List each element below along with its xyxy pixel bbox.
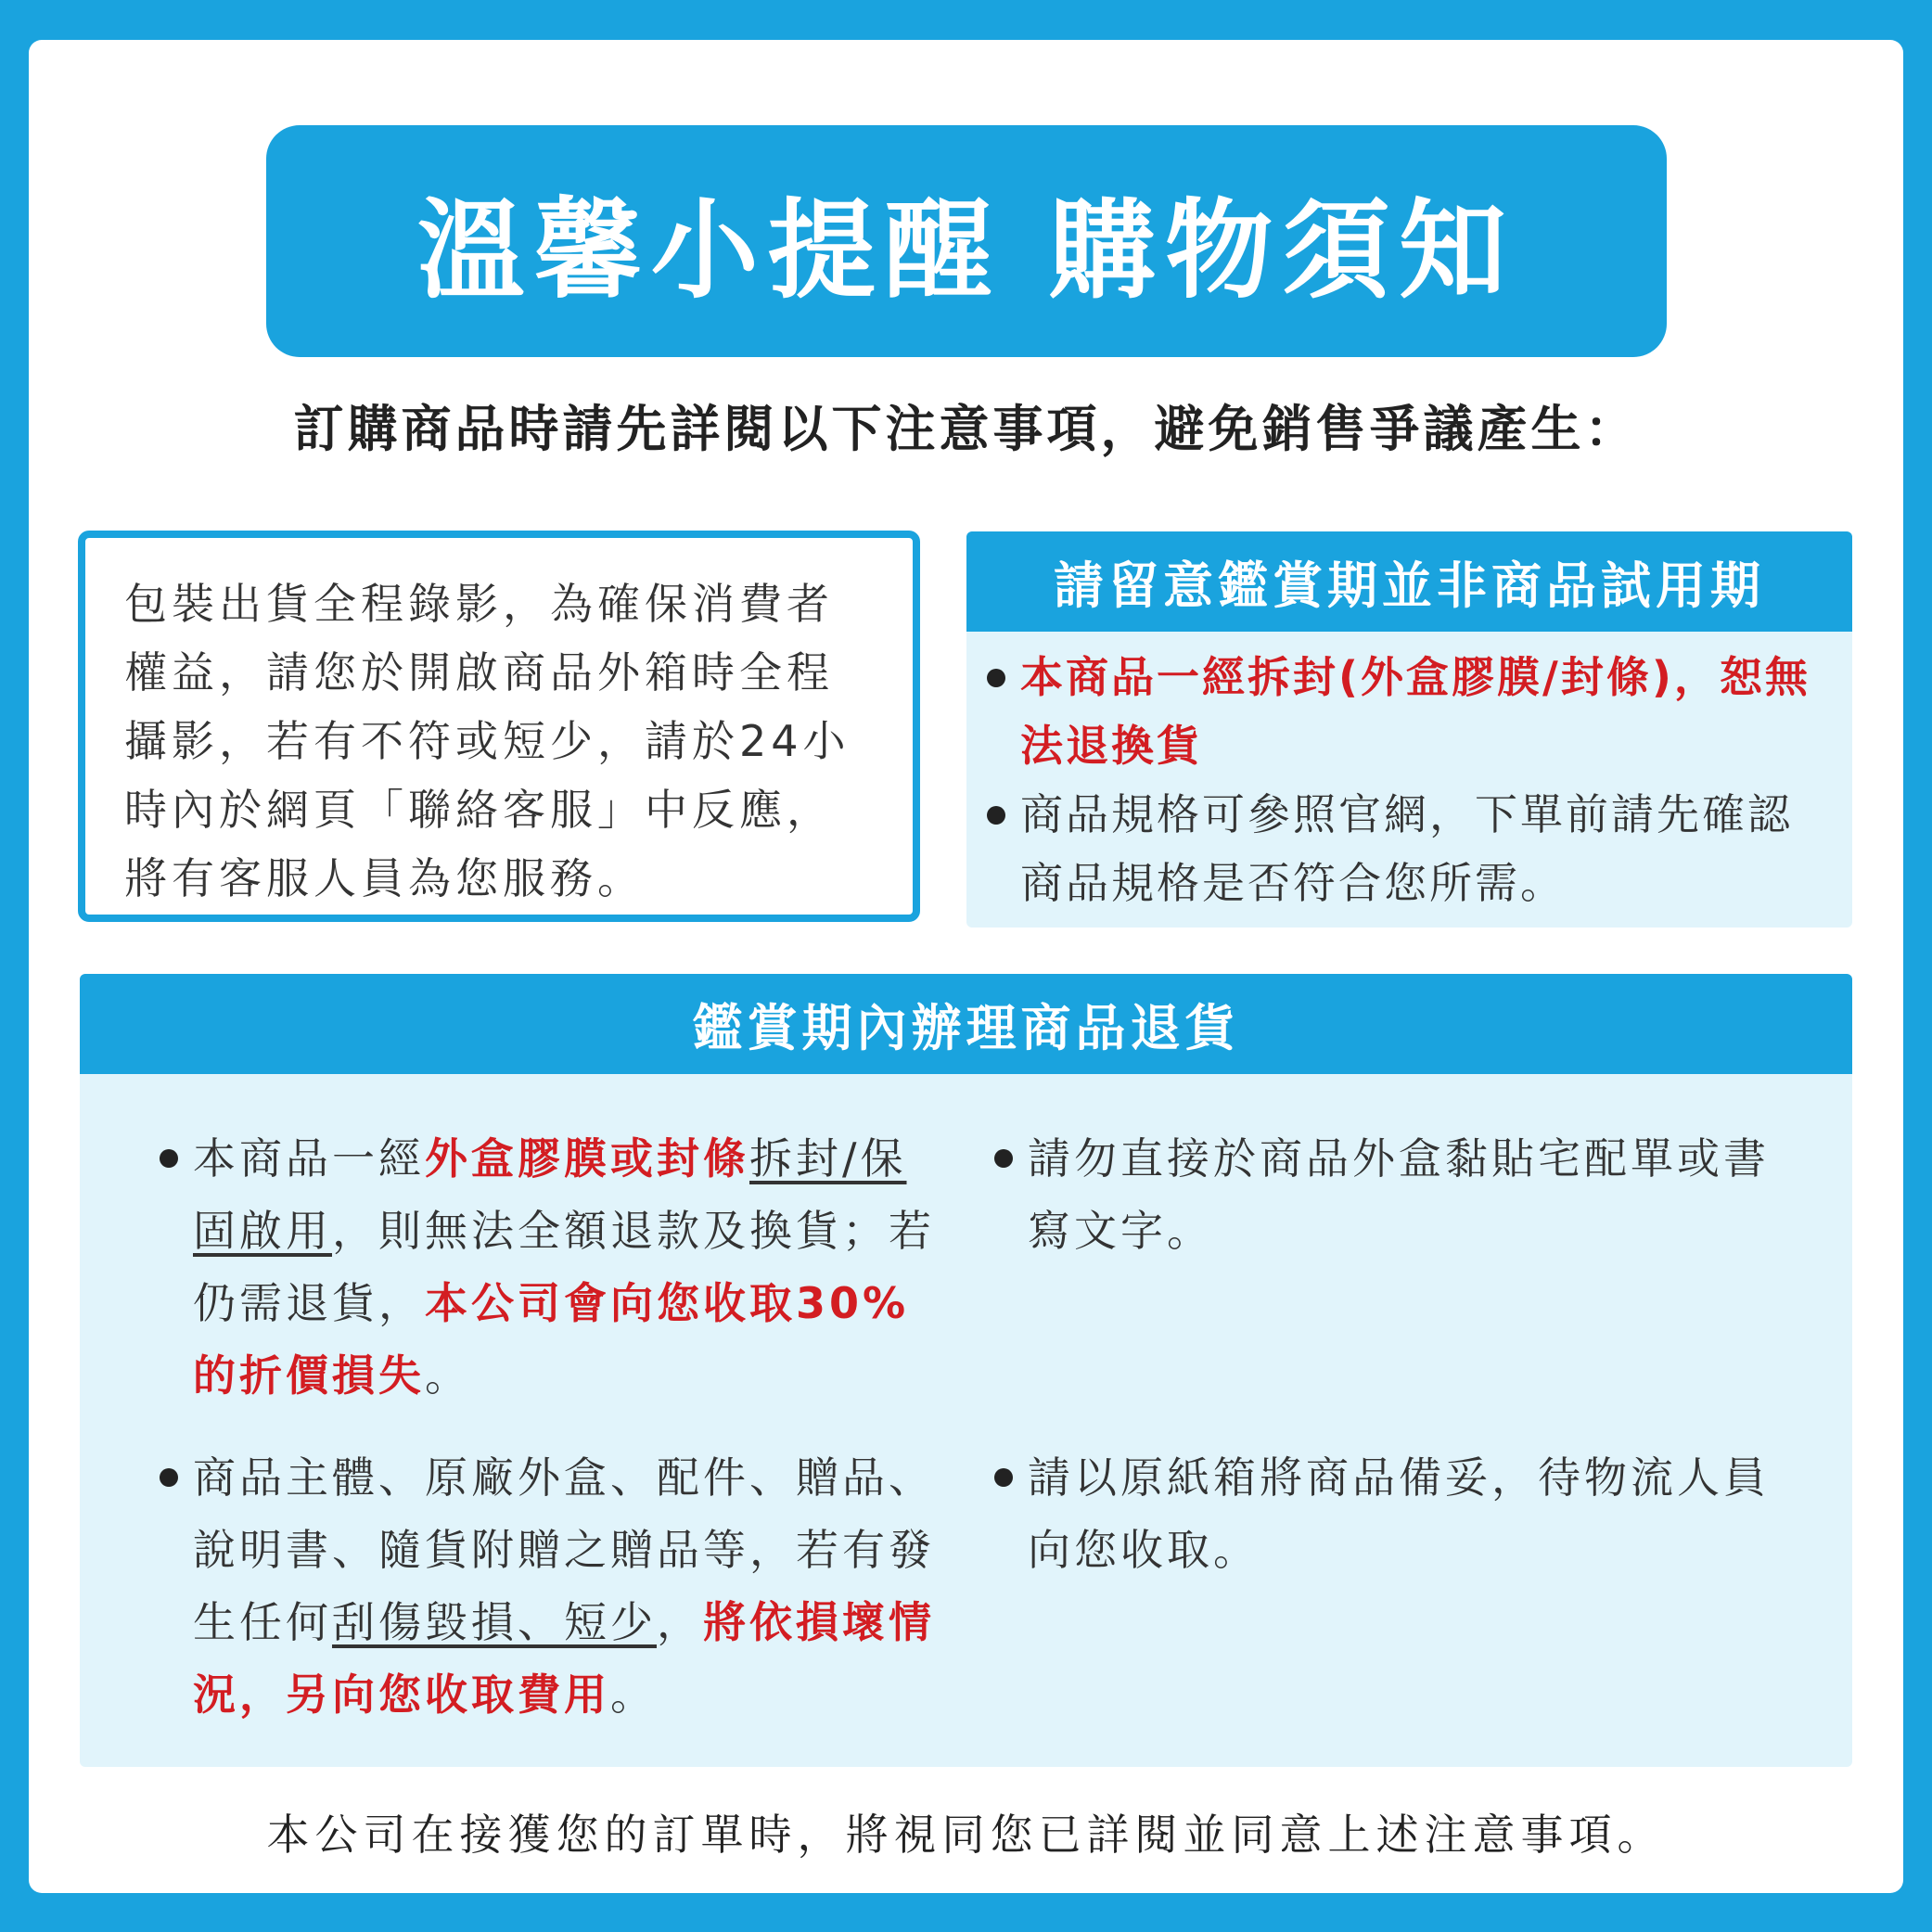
underlined-text: 拆封/保固啟用 [193,1133,907,1256]
bullet-icon [987,806,1005,825]
bullet-icon [994,1468,1013,1487]
return-process-box [80,974,1852,1767]
recording-notice-text: 包裝出貨全程錄影，為確保消費者權益，請您於開啟商品外箱時全程攝影，若有不符或短少，請於24小時內於網頁「聯絡客服」中反應，將有客服人員為您服務。 [124,579,851,903]
list-item-text: 請以原紙箱將商品備妥，待物流人員向您收取。 [1028,1452,1770,1575]
trial-period-title: 請留意鑑賞期並非商品試用期 [966,531,1852,632]
spec-check-text: 商品規格可參照官網，下單前請先確認商品規格是否符合您所需。 [1020,789,1793,908]
list-item [994,1441,1783,1586]
list-item-text: 請勿直接於商品外盒黏貼宅配單或書寫文字。 [1028,1133,1770,1256]
no-return-warning: 本商品一經拆封(外盒膠膜/封條)，恕無法退換貨 [1020,652,1810,771]
text-segment: ， [657,1597,703,1647]
recording-notice-box [78,531,920,922]
text-segment: 商品主體、原廠外盒、配件、贈品、說明書、隨貨附贈之贈品等，若有發生任何 [193,1452,935,1647]
list-item-text [193,1122,939,1412]
page-subtitle: 訂購商品時請先詳閱以下注意事項，避免銷售爭議產生： [293,400,1639,458]
trial-period-box [966,531,1852,928]
title-banner [266,125,1667,357]
list-item [994,1122,1783,1267]
text-segment: 。 [425,1350,471,1401]
return-process-title: 鑑賞期內辦理商品退貨 [80,974,1852,1074]
page-title: 溫馨小提醒 購物須知 [416,187,1516,313]
bullet-icon [994,1149,1013,1168]
highlight-text: 外盒膠膜或封條 [425,1133,749,1184]
underlined-text: 刮傷毀損、短少 [332,1597,657,1647]
list-item [160,1122,939,1412]
list-item-text [193,1441,939,1731]
trial-period-list [966,632,1852,917]
highlight-text: 將依損壞情況，另向您收取費用 [193,1597,935,1720]
text-segment: 本商品一經 [193,1133,425,1184]
list-item [160,1441,939,1731]
highlight-text: 本公司會向您收取30%的折價損失 [193,1278,910,1401]
text-segment: 。 [610,1670,657,1720]
bullet-icon [987,669,1005,687]
footer-text: 本公司在接獲您的訂單時，將視同您已詳閱並同意上述注意事項。 [266,1810,1666,1860]
bullet-icon [160,1149,178,1168]
list-item [987,643,1834,780]
text-segment: ，則無法全額退款及換貨；若仍需退貨， [193,1206,935,1328]
bullet-icon [160,1468,178,1487]
list-item [987,780,1834,917]
